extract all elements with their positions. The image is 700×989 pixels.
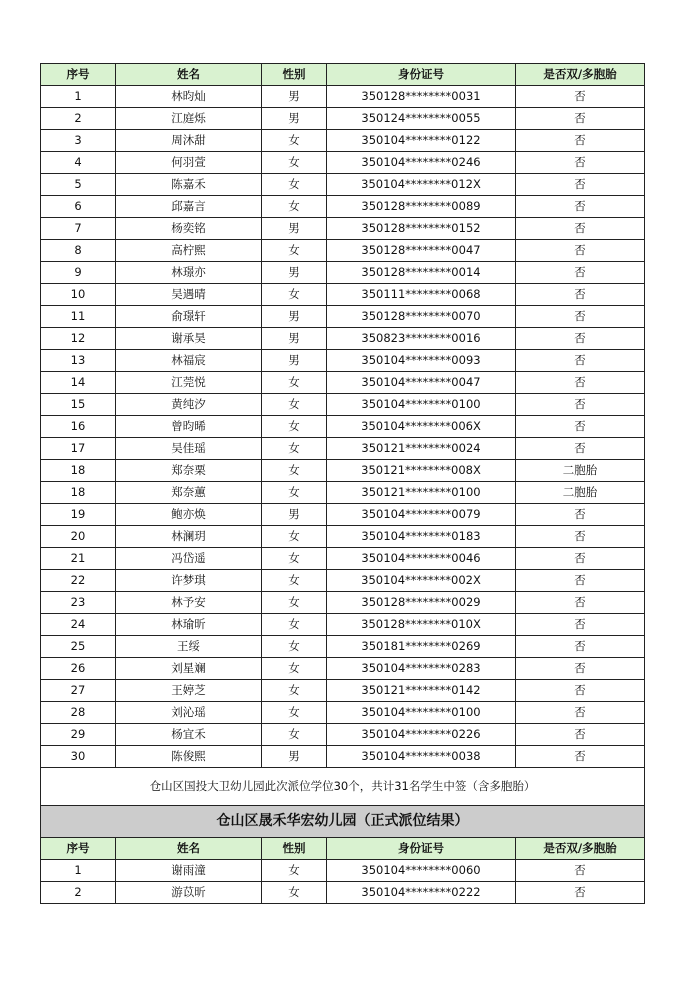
cell-no: 2: [41, 882, 116, 904]
cell-id: 350104********0122: [327, 130, 516, 152]
cell-no: 10: [41, 284, 116, 306]
cell-id: 350128********0014: [327, 262, 516, 284]
cell-id: 350111********0068: [327, 284, 516, 306]
cell-name: 杨宜禾: [116, 724, 262, 746]
cell-name: 王婷芝: [116, 680, 262, 702]
cell-gender: 女: [262, 482, 327, 504]
cell-gender: 女: [262, 702, 327, 724]
cell-no: 1: [41, 86, 116, 108]
cell-id: 350124********0055: [327, 108, 516, 130]
cell-id: 350104********0079: [327, 504, 516, 526]
table-row: [41, 394, 645, 416]
table-row: [41, 504, 645, 526]
cell-id: 350128********0089: [327, 196, 516, 218]
cell-twin: 否: [516, 680, 645, 702]
cell-no: 11: [41, 306, 116, 328]
cell-no: 2: [41, 108, 116, 130]
cell-name: 谢雨潼: [116, 860, 262, 882]
cell-gender: 女: [262, 372, 327, 394]
cell-id: 350104********0283: [327, 658, 516, 680]
cell-twin: 否: [516, 394, 645, 416]
cell-id: 350104********0093: [327, 350, 516, 372]
column-header: 序号: [41, 838, 116, 860]
table-row: [41, 724, 645, 746]
table-row: [41, 372, 645, 394]
cell-gender: 男: [262, 306, 327, 328]
cell-no: 23: [41, 592, 116, 614]
cell-no: 19: [41, 504, 116, 526]
table-row: [41, 460, 645, 482]
cell-no: 8: [41, 240, 116, 262]
cell-name: 林昀灿: [116, 86, 262, 108]
cell-twin: 否: [516, 130, 645, 152]
cell-name: 黄纯汐: [116, 394, 262, 416]
cell-name: 郑奈栗: [116, 460, 262, 482]
cell-id: 350104********0246: [327, 152, 516, 174]
cell-name: 吴佳瑶: [116, 438, 262, 460]
cell-id: 350104********0038: [327, 746, 516, 768]
cell-twin: 否: [516, 636, 645, 658]
column-header: 姓名: [116, 838, 262, 860]
table-row: [41, 482, 645, 504]
cell-gender: 男: [262, 218, 327, 240]
cell-twin: 否: [516, 526, 645, 548]
cell-twin: 否: [516, 86, 645, 108]
cell-twin: 否: [516, 746, 645, 768]
cell-no: 21: [41, 548, 116, 570]
cell-name: 林璟亦: [116, 262, 262, 284]
cell-id: 350104********0046: [327, 548, 516, 570]
cell-name: 许梦琪: [116, 570, 262, 592]
column-header: 是否双/多胞胎: [516, 838, 645, 860]
cell-id: 350104********002X: [327, 570, 516, 592]
cell-gender: 女: [262, 882, 327, 904]
cell-gender: 女: [262, 394, 327, 416]
table-row: [41, 196, 645, 218]
cell-no: 16: [41, 416, 116, 438]
cell-name: 陈俊熙: [116, 746, 262, 768]
cell-id: 350121********0100: [327, 482, 516, 504]
table-header-row: [41, 838, 645, 860]
cell-twin: 二胞胎: [516, 482, 645, 504]
table-row: [41, 152, 645, 174]
cell-id: 350128********010X: [327, 614, 516, 636]
cell-twin: 否: [516, 438, 645, 460]
table-row: [41, 882, 645, 904]
column-header: 性别: [262, 838, 327, 860]
table-row: [41, 548, 645, 570]
cell-gender: 男: [262, 328, 327, 350]
column-header: 身份证号: [327, 64, 516, 86]
cell-name: 谢承昊: [116, 328, 262, 350]
table-row: [41, 860, 645, 882]
cell-gender: 女: [262, 152, 327, 174]
section-title: 仓山区晟禾华宏幼儿园（正式派位结果）: [41, 806, 645, 838]
cell-name: 刘星斓: [116, 658, 262, 680]
cell-name: 林瑜昕: [116, 614, 262, 636]
cell-name: 高柠熙: [116, 240, 262, 262]
table-row: [41, 746, 645, 768]
cell-twin: 否: [516, 350, 645, 372]
cell-no: 15: [41, 394, 116, 416]
cell-id: 350104********0100: [327, 394, 516, 416]
cell-no: 14: [41, 372, 116, 394]
cell-no: 28: [41, 702, 116, 724]
column-header: 序号: [41, 64, 116, 86]
cell-name: 邱嘉言: [116, 196, 262, 218]
cell-name: 吴遇晴: [116, 284, 262, 306]
cell-no: 20: [41, 526, 116, 548]
cell-twin: 否: [516, 328, 645, 350]
cell-gender: 女: [262, 548, 327, 570]
cell-gender: 女: [262, 438, 327, 460]
cell-no: 29: [41, 724, 116, 746]
cell-gender: 女: [262, 658, 327, 680]
table-row: [41, 108, 645, 130]
cell-gender: 女: [262, 614, 327, 636]
cell-twin: 否: [516, 702, 645, 724]
cell-id: 350181********0269: [327, 636, 516, 658]
cell-gender: 女: [262, 174, 327, 196]
cell-id: 350104********006X: [327, 416, 516, 438]
cell-no: 12: [41, 328, 116, 350]
cell-name: 江庭烁: [116, 108, 262, 130]
cell-name: 林予安: [116, 592, 262, 614]
cell-name: 游苡昕: [116, 882, 262, 904]
cell-twin: 否: [516, 218, 645, 240]
cell-id: 350104********0060: [327, 860, 516, 882]
cell-twin: 否: [516, 658, 645, 680]
cell-id: 350104********012X: [327, 174, 516, 196]
cell-gender: 女: [262, 526, 327, 548]
table-row: [41, 702, 645, 724]
cell-twin: 否: [516, 548, 645, 570]
cell-twin: 否: [516, 284, 645, 306]
cell-twin: 否: [516, 882, 645, 904]
table-row: [41, 306, 645, 328]
table-row: [41, 240, 645, 262]
table-row: [41, 680, 645, 702]
table-row: [41, 614, 645, 636]
cell-twin: 否: [516, 724, 645, 746]
cell-name: 周沐甜: [116, 130, 262, 152]
cell-name: 曾昀晞: [116, 416, 262, 438]
table-row: [41, 636, 645, 658]
cell-gender: 女: [262, 724, 327, 746]
cell-twin: 否: [516, 174, 645, 196]
cell-id: 350121********0142: [327, 680, 516, 702]
table-row: [41, 86, 645, 108]
cell-id: 350128********0029: [327, 592, 516, 614]
cell-gender: 女: [262, 570, 327, 592]
cell-name: 陈嘉禾: [116, 174, 262, 196]
cell-gender: 女: [262, 196, 327, 218]
results-table: [40, 63, 645, 904]
cell-name: 杨奕铭: [116, 218, 262, 240]
table-row: [41, 570, 645, 592]
table-row: [41, 130, 645, 152]
cell-gender: 女: [262, 636, 327, 658]
cell-no: 5: [41, 174, 116, 196]
cell-gender: 女: [262, 416, 327, 438]
cell-gender: 女: [262, 130, 327, 152]
cell-no: 27: [41, 680, 116, 702]
cell-no: 18: [41, 482, 116, 504]
column-header: 身份证号: [327, 838, 516, 860]
cell-name: 林澜玥: [116, 526, 262, 548]
table-row: [41, 218, 645, 240]
cell-gender: 男: [262, 504, 327, 526]
cell-id: 350104********0226: [327, 724, 516, 746]
cell-no: 6: [41, 196, 116, 218]
cell-no: 25: [41, 636, 116, 658]
cell-gender: 男: [262, 108, 327, 130]
cell-name: 刘沁瑶: [116, 702, 262, 724]
cell-name: 鲍亦焕: [116, 504, 262, 526]
cell-name: 冯岱遥: [116, 548, 262, 570]
table-row: [41, 262, 645, 284]
cell-gender: 女: [262, 680, 327, 702]
cell-twin: 否: [516, 108, 645, 130]
cell-id: 350104********0100: [327, 702, 516, 724]
cell-twin: 否: [516, 306, 645, 328]
cell-twin: 否: [516, 416, 645, 438]
cell-name: 江莞悦: [116, 372, 262, 394]
cell-name: 俞璟轩: [116, 306, 262, 328]
cell-no: 22: [41, 570, 116, 592]
table-row: [41, 416, 645, 438]
cell-id: 350823********0016: [327, 328, 516, 350]
cell-id: 350121********0024: [327, 438, 516, 460]
cell-no: 3: [41, 130, 116, 152]
cell-no: 24: [41, 614, 116, 636]
table-row: [41, 438, 645, 460]
section-title-row: [41, 806, 645, 838]
cell-gender: 男: [262, 746, 327, 768]
cell-id: 350128********0070: [327, 306, 516, 328]
cell-no: 18: [41, 460, 116, 482]
cell-gender: 男: [262, 86, 327, 108]
cell-gender: 男: [262, 262, 327, 284]
table-row: [41, 658, 645, 680]
cell-no: 1: [41, 860, 116, 882]
cell-name: 何羽萱: [116, 152, 262, 174]
cell-id: 350128********0152: [327, 218, 516, 240]
table-row: [41, 592, 645, 614]
cell-name: 郑奈蕙: [116, 482, 262, 504]
cell-no: 13: [41, 350, 116, 372]
cell-id: 350104********0047: [327, 372, 516, 394]
cell-no: 26: [41, 658, 116, 680]
cell-gender: 女: [262, 860, 327, 882]
cell-twin: 二胞胎: [516, 460, 645, 482]
cell-no: 9: [41, 262, 116, 284]
cell-gender: 女: [262, 460, 327, 482]
cell-twin: 否: [516, 504, 645, 526]
cell-twin: 否: [516, 152, 645, 174]
table-row: [41, 328, 645, 350]
cell-gender: 女: [262, 592, 327, 614]
cell-no: 4: [41, 152, 116, 174]
table-row: [41, 350, 645, 372]
summary-note: 仓山区国投大卫幼儿园此次派位学位30个，共计31名学生中签（含多胞胎）: [41, 768, 645, 806]
cell-twin: 否: [516, 240, 645, 262]
cell-id: 350104********0222: [327, 882, 516, 904]
table-row: [41, 174, 645, 196]
cell-name: 王绥: [116, 636, 262, 658]
cell-id: 350121********008X: [327, 460, 516, 482]
summary-row: [41, 768, 645, 806]
cell-name: 林福宸: [116, 350, 262, 372]
column-header: 是否双/多胞胎: [516, 64, 645, 86]
cell-gender: 女: [262, 240, 327, 262]
cell-twin: 否: [516, 262, 645, 284]
cell-twin: 否: [516, 592, 645, 614]
cell-twin: 否: [516, 860, 645, 882]
cell-gender: 男: [262, 350, 327, 372]
cell-id: 350104********0183: [327, 526, 516, 548]
table-row: [41, 526, 645, 548]
table-row: [41, 284, 645, 306]
cell-id: 350128********0047: [327, 240, 516, 262]
cell-id: 350128********0031: [327, 86, 516, 108]
cell-twin: 否: [516, 196, 645, 218]
cell-twin: 否: [516, 372, 645, 394]
column-header: 姓名: [116, 64, 262, 86]
table-header-row: [41, 64, 645, 86]
cell-no: 30: [41, 746, 116, 768]
cell-no: 17: [41, 438, 116, 460]
cell-twin: 否: [516, 570, 645, 592]
cell-no: 7: [41, 218, 116, 240]
cell-gender: 女: [262, 284, 327, 306]
column-header: 性别: [262, 64, 327, 86]
cell-twin: 否: [516, 614, 645, 636]
